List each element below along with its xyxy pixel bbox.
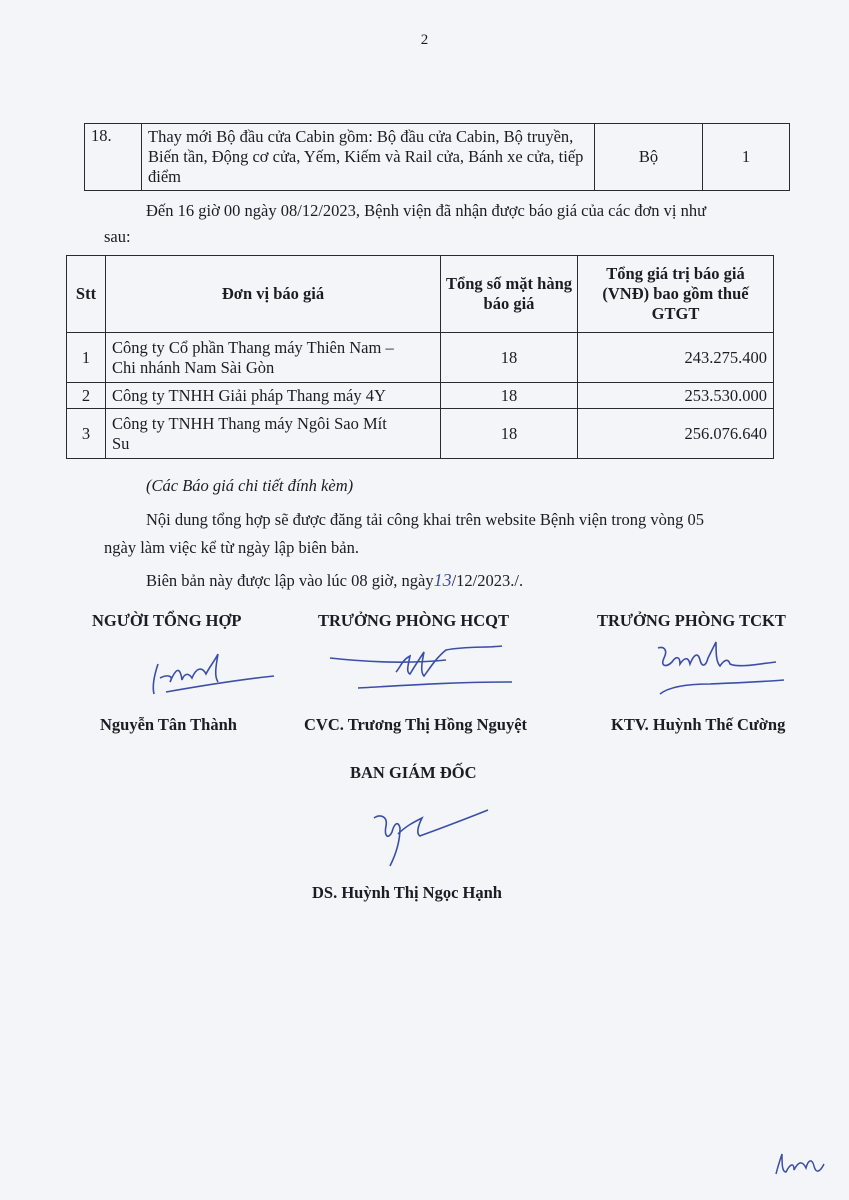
- table-row: [85, 124, 790, 191]
- row-total: 256.076.640: [578, 409, 774, 459]
- item-unit: Bộ: [595, 124, 703, 191]
- publish-paragraph: Nội dung tổng hợp sẽ được đăng tải công khai trên website Bệnh viện trong vòng 05: [146, 510, 704, 529]
- tckt-name: KTV. Huỳnh Thế Cường: [611, 715, 786, 734]
- row-count: 18: [441, 333, 578, 383]
- initials-mark: [770, 1146, 830, 1182]
- compiler-name: Nguyễn Tân Thành: [100, 715, 237, 734]
- record-day: 13: [433, 570, 452, 590]
- header-stt: Stt: [67, 256, 106, 333]
- row-unit-line2: Su: [112, 433, 130, 453]
- intro-paragraph: Đến 16 giờ 00 ngày 08/12/2023, Bệnh viện đã nhận được báo giá của các đơn vị như: [146, 201, 707, 220]
- row-total: 253.530.000: [578, 383, 774, 409]
- record-text-end: /12/2023./.: [451, 571, 524, 590]
- board-signature: [366, 800, 496, 870]
- item-description: Thay mới Bộ đầu cửa Cabin gồm: Bộ đầu cửa Cabin, Bộ truyền, Biến tần, Động cơ cửa, Yếm, Kiếm và Rail cửa, Bánh xe cửa, tiếp điểm: [142, 124, 595, 191]
- quote-table: [66, 255, 774, 459]
- item-number: 18.: [85, 124, 142, 191]
- board-name: DS. Huỳnh Thị Ngọc Hạnh: [312, 883, 502, 902]
- row-unit: [106, 409, 441, 459]
- table-header-row: [67, 256, 774, 333]
- row-count: 18: [441, 409, 578, 459]
- tckt-title: TRƯỞNG PHÒNG TCKT: [597, 611, 786, 630]
- item-table: [84, 123, 790, 191]
- compiler-signature: [140, 644, 280, 704]
- row-stt: 2: [67, 383, 106, 409]
- header-count: Tổng số mặt hàng báo giá: [441, 256, 578, 333]
- record-text: Biên bản này được lập vào lúc 08 giờ, ngày: [146, 571, 434, 590]
- hcqt-name: CVC. Trương Thị Hồng Nguyệt: [304, 715, 528, 734]
- record-paragraph: [146, 568, 523, 593]
- row-unit-line2: Chi nhánh Nam Sài Gòn: [112, 357, 275, 377]
- table-row: [67, 409, 774, 459]
- row-unit-line1: Công ty Cổ phần Thang máy Thiên Nam –: [112, 337, 394, 357]
- page-number: 2: [420, 32, 429, 48]
- row-stt: 1: [67, 333, 106, 383]
- attachment-note: (Các Báo giá chi tiết đính kèm): [146, 476, 354, 495]
- row-count: 18: [441, 383, 578, 409]
- row-unit-line1: Công ty TNHH Thang máy Ngôi Sao Mít: [112, 413, 387, 433]
- header-total: Tổng giá trị báo giá (VNĐ) bao gồm thuế GTGT: [578, 256, 774, 333]
- table-row: [67, 383, 774, 409]
- publish-paragraph-cont: ngày làm việc kể từ ngày lập biên bản.: [104, 538, 359, 557]
- board-title: BAN GIÁM ĐỐC: [350, 763, 477, 782]
- item-quantity: 1: [703, 124, 790, 191]
- intro-paragraph-cont: sau:: [104, 227, 131, 246]
- compiler-title: NGƯỜI TỔNG HỢP: [92, 611, 242, 630]
- row-stt: 3: [67, 409, 106, 459]
- tckt-signature: [650, 636, 790, 700]
- hcqt-title: TRƯỞNG PHÒNG HCQT: [318, 611, 509, 630]
- table-row: [67, 333, 774, 383]
- header-unit: Đơn vị báo giá: [106, 256, 441, 333]
- row-unit: Công ty TNHH Giải pháp Thang máy 4Y: [106, 383, 441, 409]
- hcqt-signature: [326, 638, 516, 698]
- row-total: 243.275.400: [578, 333, 774, 383]
- row-unit: [106, 333, 441, 383]
